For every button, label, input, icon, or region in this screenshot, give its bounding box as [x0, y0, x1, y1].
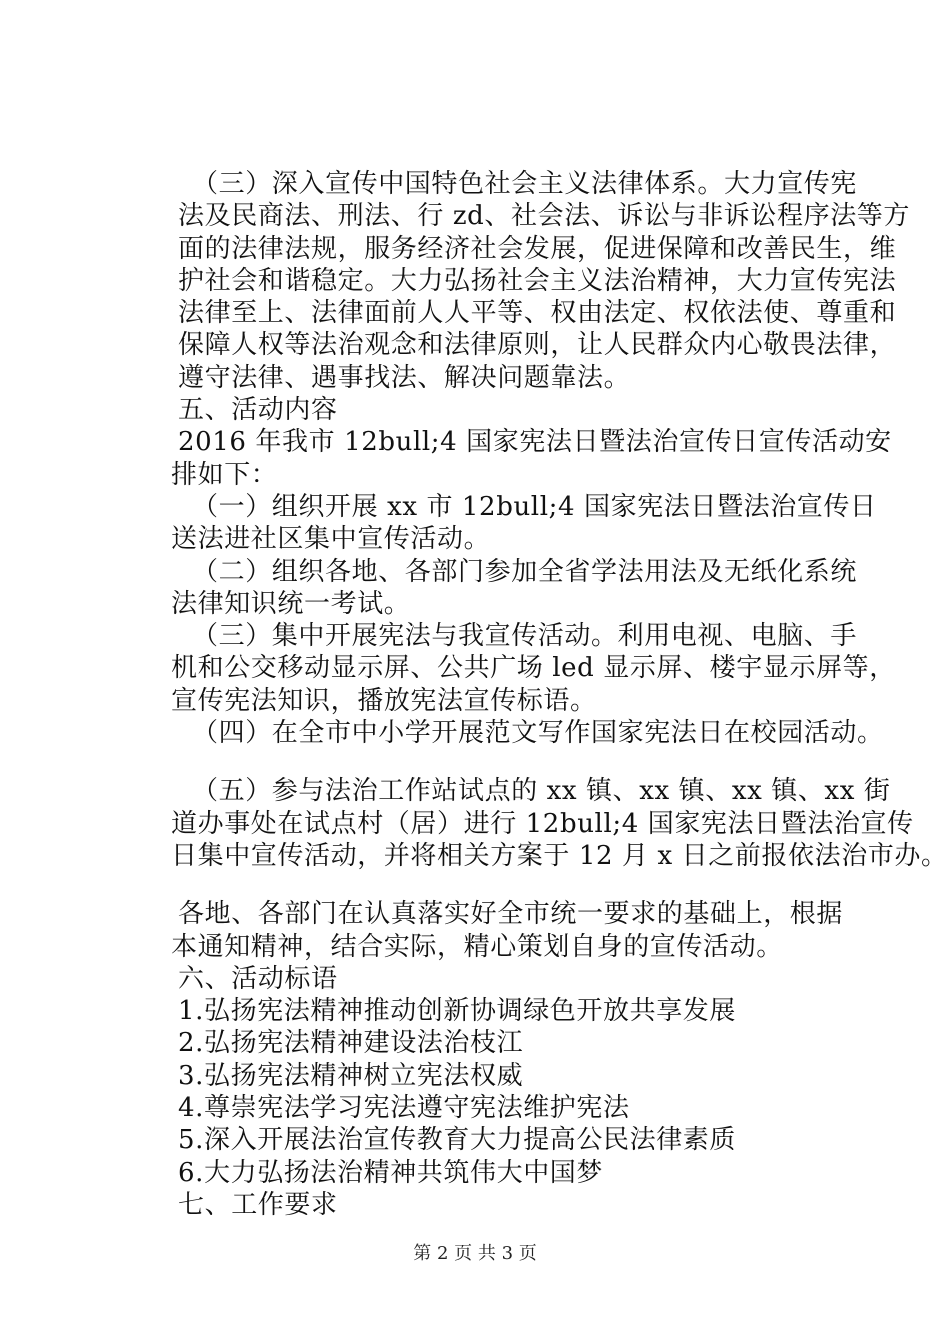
paragraph-line: 2016 年我市 12bull;4 国家宪法日暨法治宣传日宣传活动安 [178, 427, 892, 458]
paragraph-line: 宣传宪法知识，播放宪法宣传标语。 [171, 685, 597, 716]
paragraph-line: （三）深入宣传中国特色社会主义法律体系。大力宣传宪 [192, 169, 858, 199]
page-number-footer: 第 2 页 共 3 页 [413, 1243, 537, 1264]
paragraph-line: 面的法律法规，服务经济社会发展，促进保障和改善民生，维 [178, 233, 897, 264]
slogan-item: 4.尊崇宪法学习宪法遵守宪法维护宪法 [178, 1093, 630, 1124]
slogan-item: 5.深入开展法治宣传教育大力提高公民法律素质 [178, 1125, 737, 1156]
paragraph-line: 送法进社区集中宣传活动。 [171, 524, 491, 555]
slogan-item: 2.弘扬宪法精神建设法治枝江 [178, 1028, 524, 1059]
paragraph-gap [178, 872, 858, 898]
document-body [171, 168, 948, 1221]
paragraph-line: 机和公交移动显示屏、公共广场 led 显示屏、楼宇显示屏等， [171, 653, 896, 684]
paragraph-line: （四）在全市中小学开展范文写作国家宪法日在校园活动。 [192, 718, 884, 749]
paragraph-line: （一）组织开展 xx 市 12bull;4 国家宪法日暨法治宣传日 [192, 491, 877, 522]
paragraph-line: 本通知精神，结合实际，精心策划自身的宣传活动。 [171, 931, 783, 962]
paragraph-line: 法及民商法、刑法、行 zd、社会法、诉讼与非诉讼程序法等方 [178, 201, 911, 232]
paragraph-line: 各地、各部门在认真落实好全市统一要求的基础上，根据 [178, 899, 844, 930]
section-heading: 六、活动标语 [178, 963, 338, 994]
paragraph-line: 保障人权等法治观念和法律原则，让人民群众内心敬畏法律， [178, 330, 897, 361]
section-heading: 五、活动内容 [178, 395, 338, 426]
paragraph-line: （三）集中开展宪法与我宣传活动。利用电视、电脑、手 [192, 621, 858, 652]
paragraph-line: 排如下： [171, 459, 278, 490]
paragraph-line: 日集中宣传活动，并将相关方案于 12 月 x 日之前报依法治市办。 [171, 840, 948, 871]
paragraph-line: 遵守法律、遇事找法、解决问题靠法。 [178, 362, 631, 393]
paragraph-line: 法律知识统一考试。 [171, 588, 411, 619]
paragraph-line: 护社会和谐稳定。大力弘扬社会主义法治精神，大力宣传宪法 [178, 265, 897, 296]
slogan-item: 3.弘扬宪法精神树立宪法权威 [178, 1060, 524, 1091]
paragraph-gap [178, 749, 858, 775]
slogan-item: 6.大力弘扬法治精神共筑伟大中国梦 [178, 1157, 604, 1188]
paragraph-line: 道办事处在试点村（居）进行 12bull;4 国家宪法日暨法治宣传 [171, 808, 914, 839]
paragraph-line: （二）组织各地、各部门参加全省学法用法及无纸化系统 [192, 556, 858, 587]
paragraph-line: （五）参与法治工作站试点的 xx 镇、xx 镇、xx 镇、xx 街 [192, 776, 891, 807]
paragraph-line: 法律至上、法律面前人人平等、权由法定、权依法使、尊重和 [178, 298, 897, 329]
slogan-item: 1.弘扬宪法精神推动创新协调绿色开放共享发展 [178, 996, 737, 1027]
section-heading: 七、工作要求 [178, 1189, 338, 1220]
